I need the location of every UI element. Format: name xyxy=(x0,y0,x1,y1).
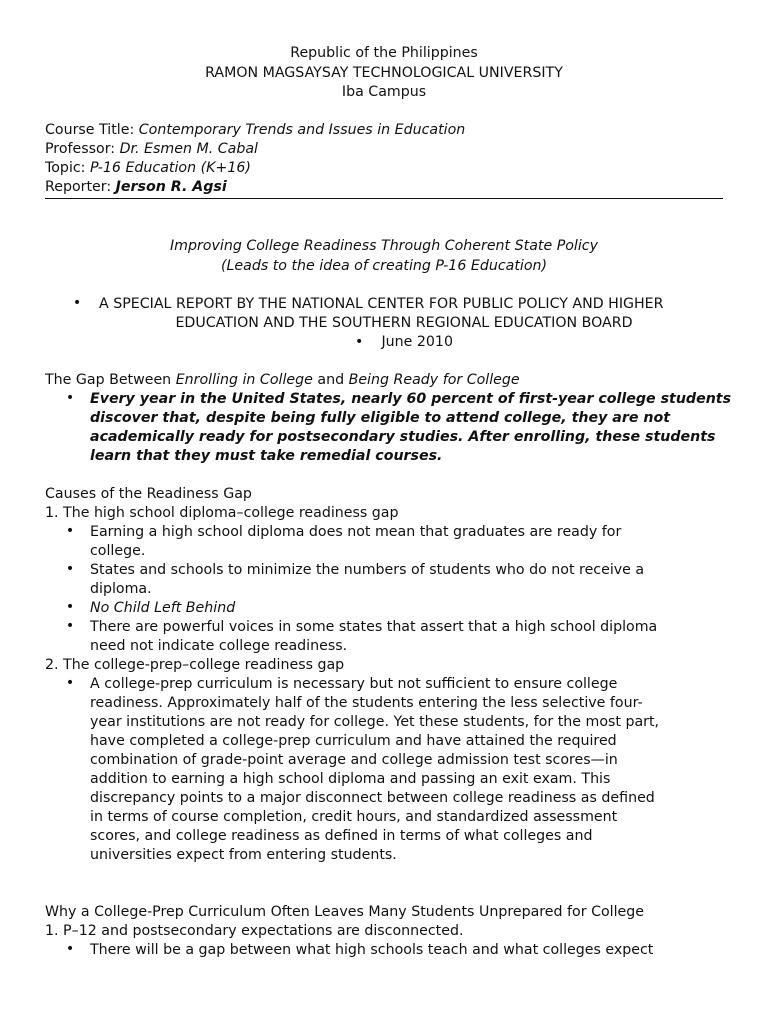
reporter-value: Jerson R. Agsi xyxy=(115,179,227,195)
causes-item1: 1. The high school diploma–college readiness gap xyxy=(45,505,399,521)
professor-row xyxy=(45,140,258,159)
topic-row xyxy=(45,159,251,178)
causes-item1-bullet: • xyxy=(65,599,75,615)
causes-heading: Causes of the Readiness Gap xyxy=(45,486,252,502)
course-title-row xyxy=(45,121,465,140)
causes-item2-text: addition to earning a high school diploma and passing an exit exam. This xyxy=(90,771,611,787)
causes-item2-text: scores, and college readiness as defined in terms of what colleges and xyxy=(90,828,593,844)
causes-item1-text: There are powerful voices in some states that assert that a high school diploma xyxy=(90,619,658,635)
causes-item1-bullet: • xyxy=(65,561,75,577)
causes-item1-text: need not indicate college readiness. xyxy=(90,638,348,654)
report-title: Improving College Readiness Through Coherent State Policy xyxy=(169,238,599,254)
causes-item2-text: year institutions are not ready for college. Yet these students, for the most part, xyxy=(90,714,660,730)
course-title-value: Contemporary Trends and Issues in Education xyxy=(138,122,466,138)
gap-bullet: • xyxy=(65,390,75,406)
special-report-line2: EDUCATION AND THE SOUTHERN REGIONAL EDUCATION BOARD xyxy=(175,315,633,331)
gap-heading-ready: Being Ready for College xyxy=(348,372,520,388)
no-child-left-behind: No Child Left Behind xyxy=(90,600,236,616)
causes-item1-text: diploma. xyxy=(90,581,152,597)
campus-line: Iba Campus xyxy=(341,84,427,100)
gap-heading-part: The Gap Between xyxy=(45,372,176,388)
why-heading: Why a College-Prep Curriculum Often Leaves Many Students Unprepared for College xyxy=(45,904,645,920)
report-date: June 2010 xyxy=(381,334,453,350)
causes-item1-text: Earning a high school diploma does not mean that graduates are ready for xyxy=(90,524,622,540)
gap-heading-part: and xyxy=(312,372,349,388)
gap-heading xyxy=(45,371,520,390)
causes-item2-text: discrepancy points to a major disconnect between college readiness as defined xyxy=(90,790,655,806)
professor-value: Dr. Esmen M. Cabal xyxy=(119,141,258,157)
causes-item1-text: college. xyxy=(90,543,146,559)
causes-item2-text: readiness. Approximately half of the students entering the less selective four- xyxy=(90,695,643,711)
course-title-label: Course Title: xyxy=(45,122,139,138)
causes-item1-bullet: • xyxy=(65,618,75,634)
gap-text-line: academically ready for postsecondary studies. After enrolling, these students xyxy=(90,429,716,445)
gap-heading-enrolling: Enrolling in College xyxy=(175,372,313,388)
causes-item2-text: universities expect from entering students. xyxy=(90,847,397,863)
causes-item1-text: States and schools to minimize the numbers of students who do not receive a xyxy=(90,562,645,578)
reporter-label: Reporter: xyxy=(45,179,116,195)
causes-item2-text: have completed a college-prep curriculum and have attained the required xyxy=(90,733,617,749)
special-report-line1: A SPECIAL REPORT BY THE NATIONAL CENTER FOR PUBLIC POLICY AND HIGHER xyxy=(99,296,664,312)
causes-item2-text: A college-prep curriculum is necessary but not sufficient to ensure college xyxy=(90,676,618,692)
causes-item2-bullet: • xyxy=(65,675,75,691)
causes-item1-bullet: • xyxy=(65,523,75,539)
date-bullet: • xyxy=(355,334,364,350)
header-divider xyxy=(45,198,723,199)
causes-item2: 2. The college-prep–college readiness gap xyxy=(45,657,345,673)
causes-item2-text: combination of grade-point average and college admission test scores—in xyxy=(90,752,618,768)
special-report-bullet: • xyxy=(72,295,82,311)
topic-label: Topic: xyxy=(45,160,90,176)
why-bullet: • xyxy=(65,941,75,957)
professor-label: Professor: xyxy=(45,141,120,157)
why-item1: 1. P–12 and postsecondary expectations are disconnected. xyxy=(45,923,464,939)
university-name: RAMON MAGSAYSAY TECHNOLOGICAL UNIVERSITY xyxy=(205,65,563,81)
report-date-row xyxy=(40,333,768,352)
causes-item2-text: in terms of course completion, credit hours, and standardized assessment xyxy=(90,809,618,825)
republic-line: Republic of the Philippines xyxy=(290,45,478,61)
gap-text-line: learn that they must take remedial courses. xyxy=(90,448,443,464)
report-subtitle: (Leads to the idea of creating P-16 Education) xyxy=(220,258,548,274)
gap-text-line: discover that, despite being fully eligible to attend college, they are not xyxy=(90,410,671,426)
gap-text-line: Every year in the United States, nearly 60 percent of first-year college students xyxy=(90,391,732,407)
reporter-row xyxy=(45,178,227,197)
why-bullet-text: There will be a gap between what high schools teach and what colleges expect xyxy=(90,942,654,958)
topic-value: P-16 Education (K+16) xyxy=(89,160,251,176)
